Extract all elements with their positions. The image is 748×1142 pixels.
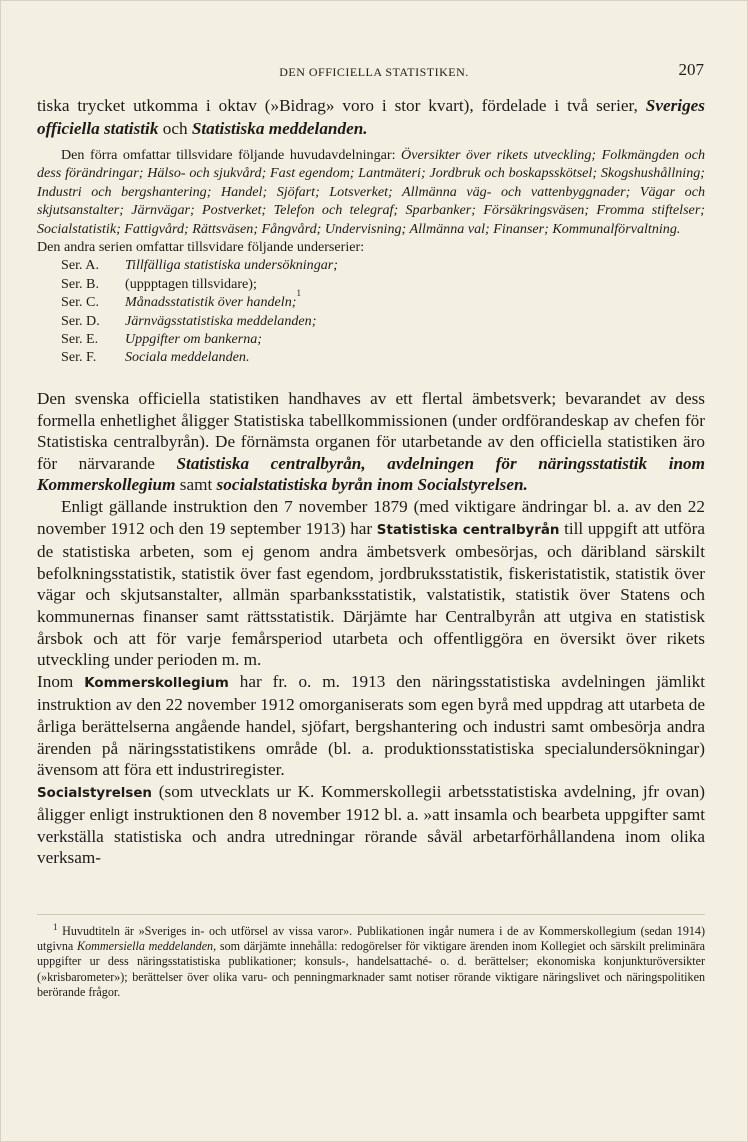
series-title: Tillfälliga statistiska undersökningar; <box>125 257 338 274</box>
paragraph-socialstyrelsen <box>37 781 705 869</box>
series-item <box>61 348 705 366</box>
footnote-mark: 1 <box>53 921 58 932</box>
second-series-intro: Den andra serien omfattar tillsvidare följande underserier: <box>37 239 365 256</box>
footnote-publication-title: Kommersiella meddelanden <box>77 939 214 954</box>
org-name-socialstyrelsen: Socialstyrelsen <box>37 785 152 801</box>
first-series-intro: Den förra omfattar tillsvidare följande huvudavdelningar: <box>61 147 402 163</box>
para-3-text-1: Inom <box>37 671 85 691</box>
lead-paragraph <box>37 94 705 140</box>
series-code: Ser. E. <box>61 331 99 348</box>
series-title-2: Statistiska meddelanden. <box>191 119 368 138</box>
series-title: Järnvägsstatistiska meddelanden; <box>125 312 317 329</box>
series-item <box>61 288 705 311</box>
body-text <box>37 388 705 869</box>
para-1-text-2: samt <box>175 475 217 495</box>
para-1-text-1: Den svenska officiella statistiken handhaves av ett flertal ämbetsverk; bevarandet av dess formella enhetlighet åligger Statistiska tabellkommissionen (under ordförandeskap av chefen för Statistiska centralbyrån). De förnämsta organen för utarbetande av den officiella statistiken äro för närvarande <box>37 389 705 473</box>
series-code: Ser. A. <box>61 257 99 274</box>
para-1-emphasis-1: Statistiska centralbyrån, avdelningen för näringsstatistik inom Kommerskollegium <box>37 453 705 495</box>
para-1-emphasis-2: socialstatistiska byrån inom Socialstyrelsen. <box>216 475 528 495</box>
series-title: Uppgifter om bankerna; <box>125 331 263 348</box>
running-head: DEN OFFICIELLA STATISTIKEN. <box>279 65 469 79</box>
footnotes <box>37 921 705 1000</box>
lead-text-1: tiska trycket utkomma i oktav (»Bidrag» voro i stor kvart), fördelade i två serier, <box>37 96 646 115</box>
series-title: Månadsstatistik över handeln; <box>125 294 297 311</box>
lead-text-2: och <box>158 119 192 138</box>
para-4-text-1: (som utvecklats ur K. Kommerskollegii arbetsstatistiska avdelning, jfr ovan) åligger enligt instruktionen den 8 november 1912 bl. a. »att insamla och bearbeta uppgifter samt verkställa statistiska och andra utredningar rörande såväl arbetarförhållandena inom olika verksam- <box>37 781 705 868</box>
series-title: Sociala meddelanden. <box>125 349 250 366</box>
page-number: 207 <box>678 60 704 79</box>
paragraph-kommerskollegium <box>37 671 705 781</box>
page-header <box>36 60 712 84</box>
series-title-1: Sveriges officiella statistik <box>37 96 705 138</box>
series-description <box>37 146 705 367</box>
series-code: Ser. F. <box>61 349 97 366</box>
lead-text <box>37 94 705 140</box>
series-code: Ser. D. <box>61 312 100 329</box>
para-2-text-1: Enligt gällande instruktion den 7 november 1879 (med viktigare ändringar bl. a. av den 22 november 1912 och den 19 september 1913) har <box>37 496 705 538</box>
series-item <box>61 312 705 330</box>
series-item <box>61 256 705 274</box>
series-item <box>61 275 705 293</box>
paragraph-centralbyran <box>37 496 705 671</box>
series-item <box>61 330 705 348</box>
footnote-divider <box>37 914 705 915</box>
org-name-centralbyran: Statistiska centralbyrån <box>376 522 560 538</box>
footnote <box>37 921 705 1000</box>
footnote-text-1: Huvudtiteln är »Sveriges in- och utförsel av vissa varor». Publikationen ingår numera i de av Kommerskollegium (sedan 1914) utgivna <box>37 924 705 954</box>
series-note: (uppptagen tillsvidare); <box>125 275 257 292</box>
first-series-paragraph <box>37 146 705 238</box>
footnote-text-2: , som därjämte innehålla: redogörelser för viktigare ärenden inom Kollegiet och särskilt preliminära uppgifter ur dess näringsstatistiska publikationer; konsuls-, handelsattaché- o. d. berättelser; ekonomiska konjunkturöversikter (»krisbarometer»); berättelser över olika varu- och penningmarknader samt notiser rörande viktigare näringslivet och näringspolitiken berörande frågor. <box>37 939 705 999</box>
series-code: Ser. C. <box>61 294 99 311</box>
paragraph-agencies <box>37 388 705 496</box>
series-footnote-mark: 1 <box>296 288 301 299</box>
para-2-text-2: till uppgift att utföra de statistiska arbeten, som ej genom andra ämbetsverk ombesörjas, och däribland särskilt befolkningsstatistik, statistik över fast egendom, jordbruksstatistik, fiskeristatistik, statistik över vägar och skjutsanstalter, allmän sparbanksstatistik, valstatistik, statistik över Statens och kommunernas finanser samt rättsstatistik. Därjämte har Centralbyrån att utgiva en statistisk årsbok och att för varje femårsperiod utarbeta och offentliggöra en översikt över rikets utveckling under perioden m. m. <box>37 518 706 670</box>
second-series-list <box>37 256 705 366</box>
para-3-text-2: har fr. o. m. 1913 den näringsstatistiska avdelningen jämlikt instruktion av den 22 november 1912 omorganiserats som egen byrå med uppdrag att utarbeta de årliga berättelserna angående handel, sjöfart, bergshantering och industri samt ombesörja andra ärenden på näringsstatistikens område (bl. a. produktionsstatistiska specialundersökningar) ävensom att föra ett industriregister. <box>37 671 706 780</box>
first-series-topics: Översikter över rikets utveckling; Folkmängden och dess förändringar; Hälso- och sjukvård; Fast egendom; Lantmäteri; Jordbruk och boskapsskötsel; Skogshushållning; Industri och bergshantering; Handel; Sjöfart; Lotsverket; Allmänna väg- och vattenbyggnader; Vägar och skjutsanstalter; Järnvägar; Postverket; Telefon och telegraf; Sparbanker; Försäkringsväsen; Fromma stiftelser; Socialstatistik; Fattigvård; Rättsväsen; Fångvård; Undervisning; Allmänna val; Finanser; Kommunalförvaltning. <box>37 147 705 237</box>
series-code: Ser. B. <box>61 275 99 292</box>
org-name-kommerskollegium: Kommerskollegium <box>84 675 229 691</box>
